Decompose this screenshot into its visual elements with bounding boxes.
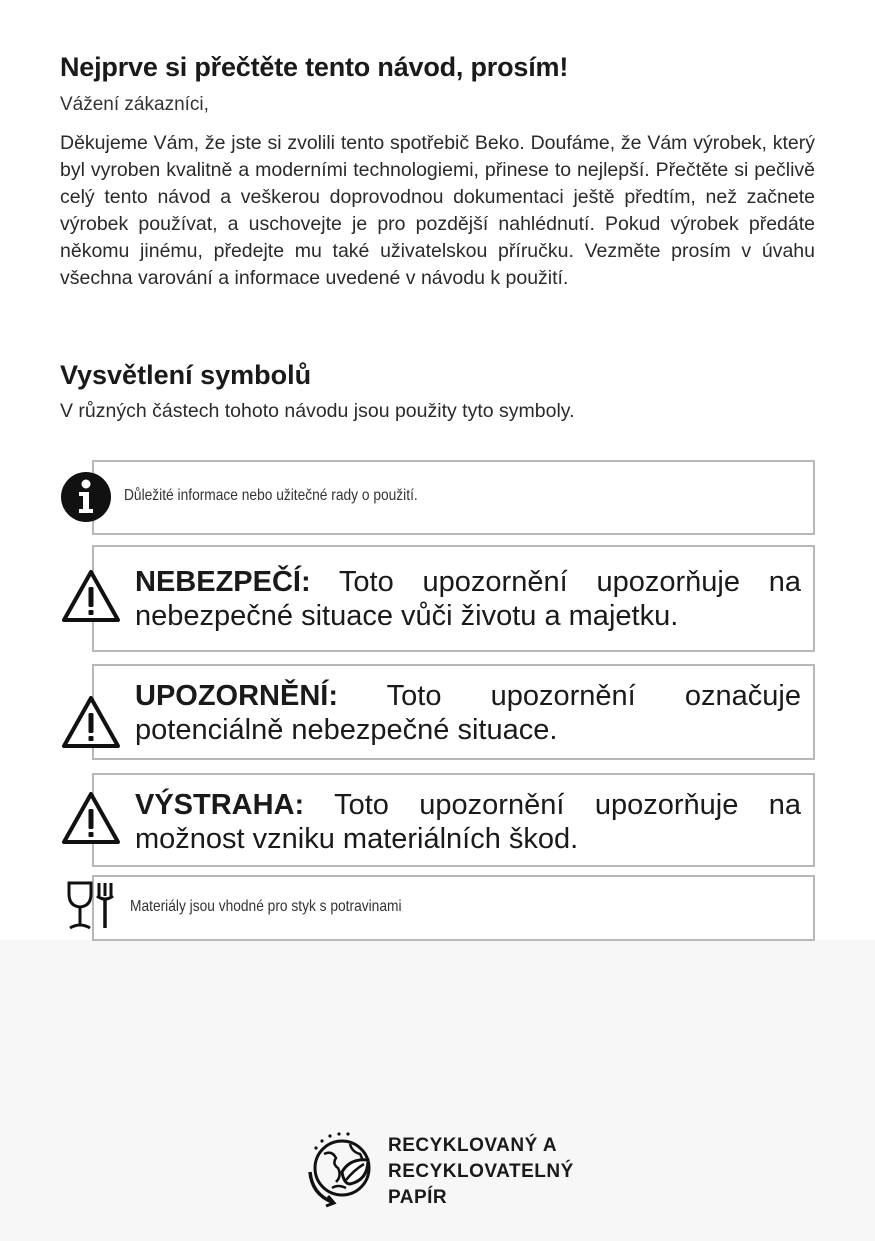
caution-text xyxy=(135,788,801,856)
warning-keyword: UPOZORNĚNÍ: xyxy=(135,680,338,712)
warning-triangle-icon xyxy=(60,790,122,846)
info-text: Důležité informace nebo užitečné rady o použití. xyxy=(124,487,418,504)
caution-keyword: VÝSTRAHA: xyxy=(135,789,305,821)
recycled-paper-label xyxy=(388,1133,574,1211)
recycled-paper-icon xyxy=(302,1128,384,1210)
danger-description: Toto upozornění upozorňuje na nebezpečné situace vůči životu a majetku. xyxy=(135,566,801,632)
symbols-heading: Vysvětlení symbolů xyxy=(60,360,312,390)
warning-triangle-icon xyxy=(60,568,122,624)
danger-keyword: NEBEZPEČÍ: xyxy=(135,566,311,598)
caution-description: Toto upozornění upozorňuje na možnost vzniku materiálních škod. xyxy=(135,789,801,855)
recycled-label-line-3: PAPÍR xyxy=(388,1187,448,1208)
info-icon xyxy=(60,471,112,523)
greeting: Vážení zákazníci, xyxy=(60,94,209,115)
warning-text xyxy=(135,679,801,747)
recycled-label-line-2: RECYKLOVATELNÝ xyxy=(388,1161,574,1182)
page-title: Nejprve si přečtěte tento návod, prosím! xyxy=(60,52,569,82)
warning-description: Toto upozornění označuje potenciálně nebezpečné situace. xyxy=(135,680,801,746)
warning-triangle-icon xyxy=(60,694,122,750)
intro-paragraph: Děkujeme Vám, že jste si zvolili tento spotřebič Beko. Doufáme, že Vám výrobek, který byl vyroben kvalitně a moderními technologiemi, přinese to nejlepší. Přečtěte si pečlivě celý tento návod a veškerou doprovodnou dokumentaci ještě předtím, než začnete výrobek používat, a uschovejte je pro pozdější nahlédnutí. Pokud výrobek předáte někomu jinému, předejte mu také uživatelskou příručku. Vezměte prosím v úvahu všechna varování a informace uvedené v návodu k použití. xyxy=(60,132,815,289)
recycled-label-line-1: RECYKLOVANÝ A xyxy=(388,1135,558,1156)
food-safe-text: Materiály jsou vhodné pro styk s potravinami xyxy=(130,898,402,915)
food-safe-icon xyxy=(66,880,120,932)
danger-text xyxy=(135,565,801,633)
symbols-subtitle: V různých částech tohoto návodu jsou použity tyto symboly. xyxy=(60,400,575,422)
